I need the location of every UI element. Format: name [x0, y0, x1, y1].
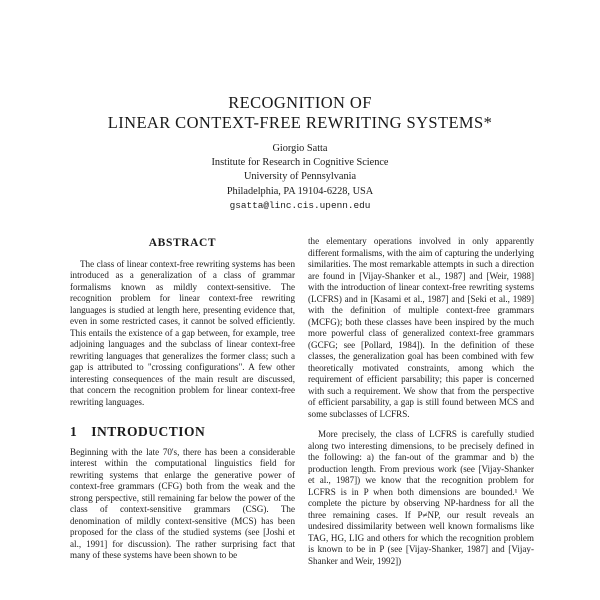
body-paragraph-2: More precisely, the class of LCFRS is carefully studied along two interesting dimensions, to be precisely defined in the following: a) the fan-out of the grammar and b) the production length. From previous work (see [Vijay-Shanker et al., 1987]) we know that the recognition problem for LCFRS is in P when both dimensions are bounded.¹ We complete the picture by observing NP-hardness for all the three remaining cases. If P≠NP, our result reveals an undesired dissimilarity between well known formalisms like TAG, HG, LIG and others for which the recognition problem is known to be in P (see [Vijay-Shanker, 1987] and [Vijay-Shanker and Weir, 1992]) — [308, 429, 534, 566]
abstract-text: The class of linear context-free rewriting systems has been introduced as a generalization of a class of grammar formalisms known as mildly context-sensitive. The recognition problem for linear context-free rewriting languages is studied at length here, presenting evidence that, even in some restricted cases, it cannot be solved efficiently. This entails the existence of a gap between, for example, tree adjoining languages and the subclass of linear context-free rewriting languages that generalizes the former class; such a gap is attributed to "crossing configurations". A few other interesting consequences of the main result are discussed, that concern the recognition problem for linear context-free rewriting languages. — [70, 258, 295, 407]
affiliation-institute: Institute for Research in Cognitive Science — [211, 157, 389, 169]
affiliation-university: University of Pennsylvania — [243, 171, 357, 183]
section-heading — [70, 426, 295, 438]
paper-title-line-1: RECOGNITION OF — [228, 93, 372, 112]
paper-title-line-2: LINEAR CONTEXT-FREE REWRITING SYSTEMS* — [107, 113, 493, 132]
author-email: gsatta@linc.cis.upenn.edu — [229, 199, 371, 211]
right-column — [308, 236, 534, 567]
affiliation-address: Philadelphia, PA 19104-6228, USA — [226, 185, 374, 197]
author-block — [0, 142, 600, 213]
left-column — [70, 238, 295, 562]
abstract-heading: ABSTRACT — [148, 237, 217, 249]
intro-paragraph: Beginning with the late 70's, there has been a considerable interest within the computational linguistics field for rewriting systems that enlarge the generative power of context-free grammars (CFG) both from the weak and the strong perspective, still remaining far below the power of the class of context-sensitive grammars (CSG). The denomination of mildly context-sensitive (MCS) has been proposed for the class of the studied systems (see [Joshi et al., 1991] for discussion). The rather surprising fact that many of these systems have been shown to be — [70, 446, 295, 560]
section-title: INTRODUCTION — [91, 424, 206, 439]
body-paragraph-1: the elementary operations involved in only apparently different formalisms, with the aim of capturing the underlying similarities. The most remarkable attempts in such a direction are found in [Vijay-Shanker et al., 1987] and [Weir, 1988] with the introduction of linear context-free rewriting systems (LCFRS) and in [Kasami et al., 1987] and [Seki et al., 1989] with the definition of multiple context-free grammars (MCFG); both these classes have been inspired by the much more powerful class of generalized context-free grammars (GCFG; see [Pollard, 1984]). In the definition of these classes, the generalization goal has been combined with few theoretically motivated constraints, among which the requirement of efficient parsability; this paper is concerned with such a requirement. We show that from the perspective of efficient parsability, a gap is still found between MCS and some subclasses of LCFRS. — [308, 236, 534, 419]
section-number: 1 — [70, 424, 78, 439]
author-name: Giorgio Satta — [272, 143, 328, 154]
